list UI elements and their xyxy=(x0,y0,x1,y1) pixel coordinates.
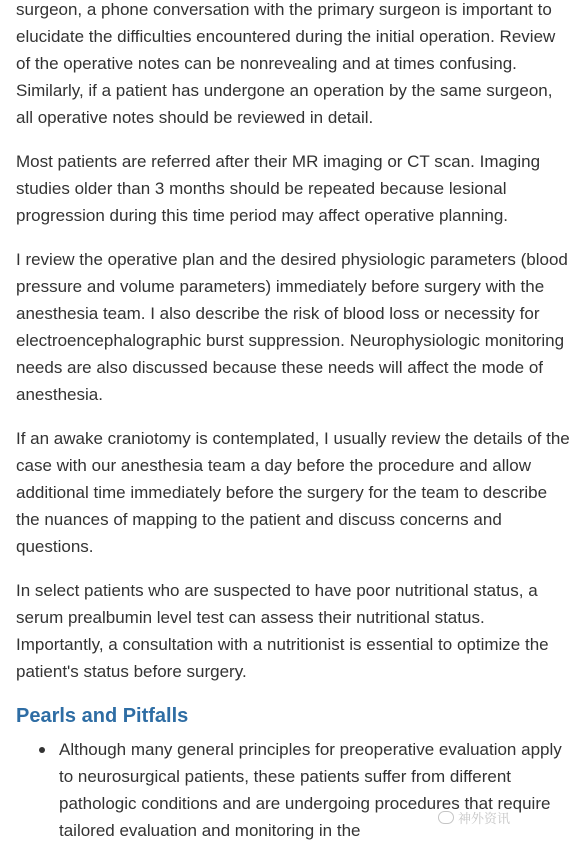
bullet-list xyxy=(16,736,573,844)
section-heading: Pearls and Pitfalls xyxy=(16,705,189,727)
watermark-text: 神外资讯 xyxy=(458,812,511,827)
list-item xyxy=(59,736,573,844)
paragraph: I review the operative plan and the desired physiologic parameters (blood pressure and volume parameters) immediately before surgery with the anesthesia team. I also describe the risk of blood loss or necessity for electroencephalographic burst suppression. Neurophysiologic monitoring needs are also discussed because these needs will affect the mode of anesthesia. xyxy=(16,250,568,404)
paragraph: If an awake craniotomy is contemplated, I usually review the details of the case with our anesthesia team a day before the procedure and allow additional time immediately before the surgery for the team to describe the nuances of mapping to the patient and discuss concerns and questions. xyxy=(16,429,570,556)
paragraph: In select patients who are suspected to have poor nutritional status, a serum prealbumin level test can assess their nutritional status. Importantly, a consultation with a nutritionist is essential to optimize the patient's status before surgery. xyxy=(16,581,549,681)
wechat-icon xyxy=(438,811,454,824)
paragraph: Most patients are referred after their MR imaging or CT scan. Imaging studies older than 3 months should be repeated because lesional progression during this time period may affect operative planning. xyxy=(16,152,541,225)
article-body xyxy=(16,0,573,844)
bullet-icon xyxy=(39,747,45,753)
watermark xyxy=(438,808,510,827)
paragraph: surgeon, a phone conversation with the primary surgeon is important to elucidate the difficulties encountered during the initial operation. Review of the operative notes can be nonrevealing and at times confusing. Similarly, if a patient has undergone an operation by the same surgeon, all operative notes should be reviewed in detail. xyxy=(16,0,556,127)
list-item-text: Although many general principles for preoperative evaluation apply to neurosurgical patients, these patients suffer from different pathologic conditions and are undergoing procedures that require tailored evaluation and monitoring in the xyxy=(59,740,562,840)
